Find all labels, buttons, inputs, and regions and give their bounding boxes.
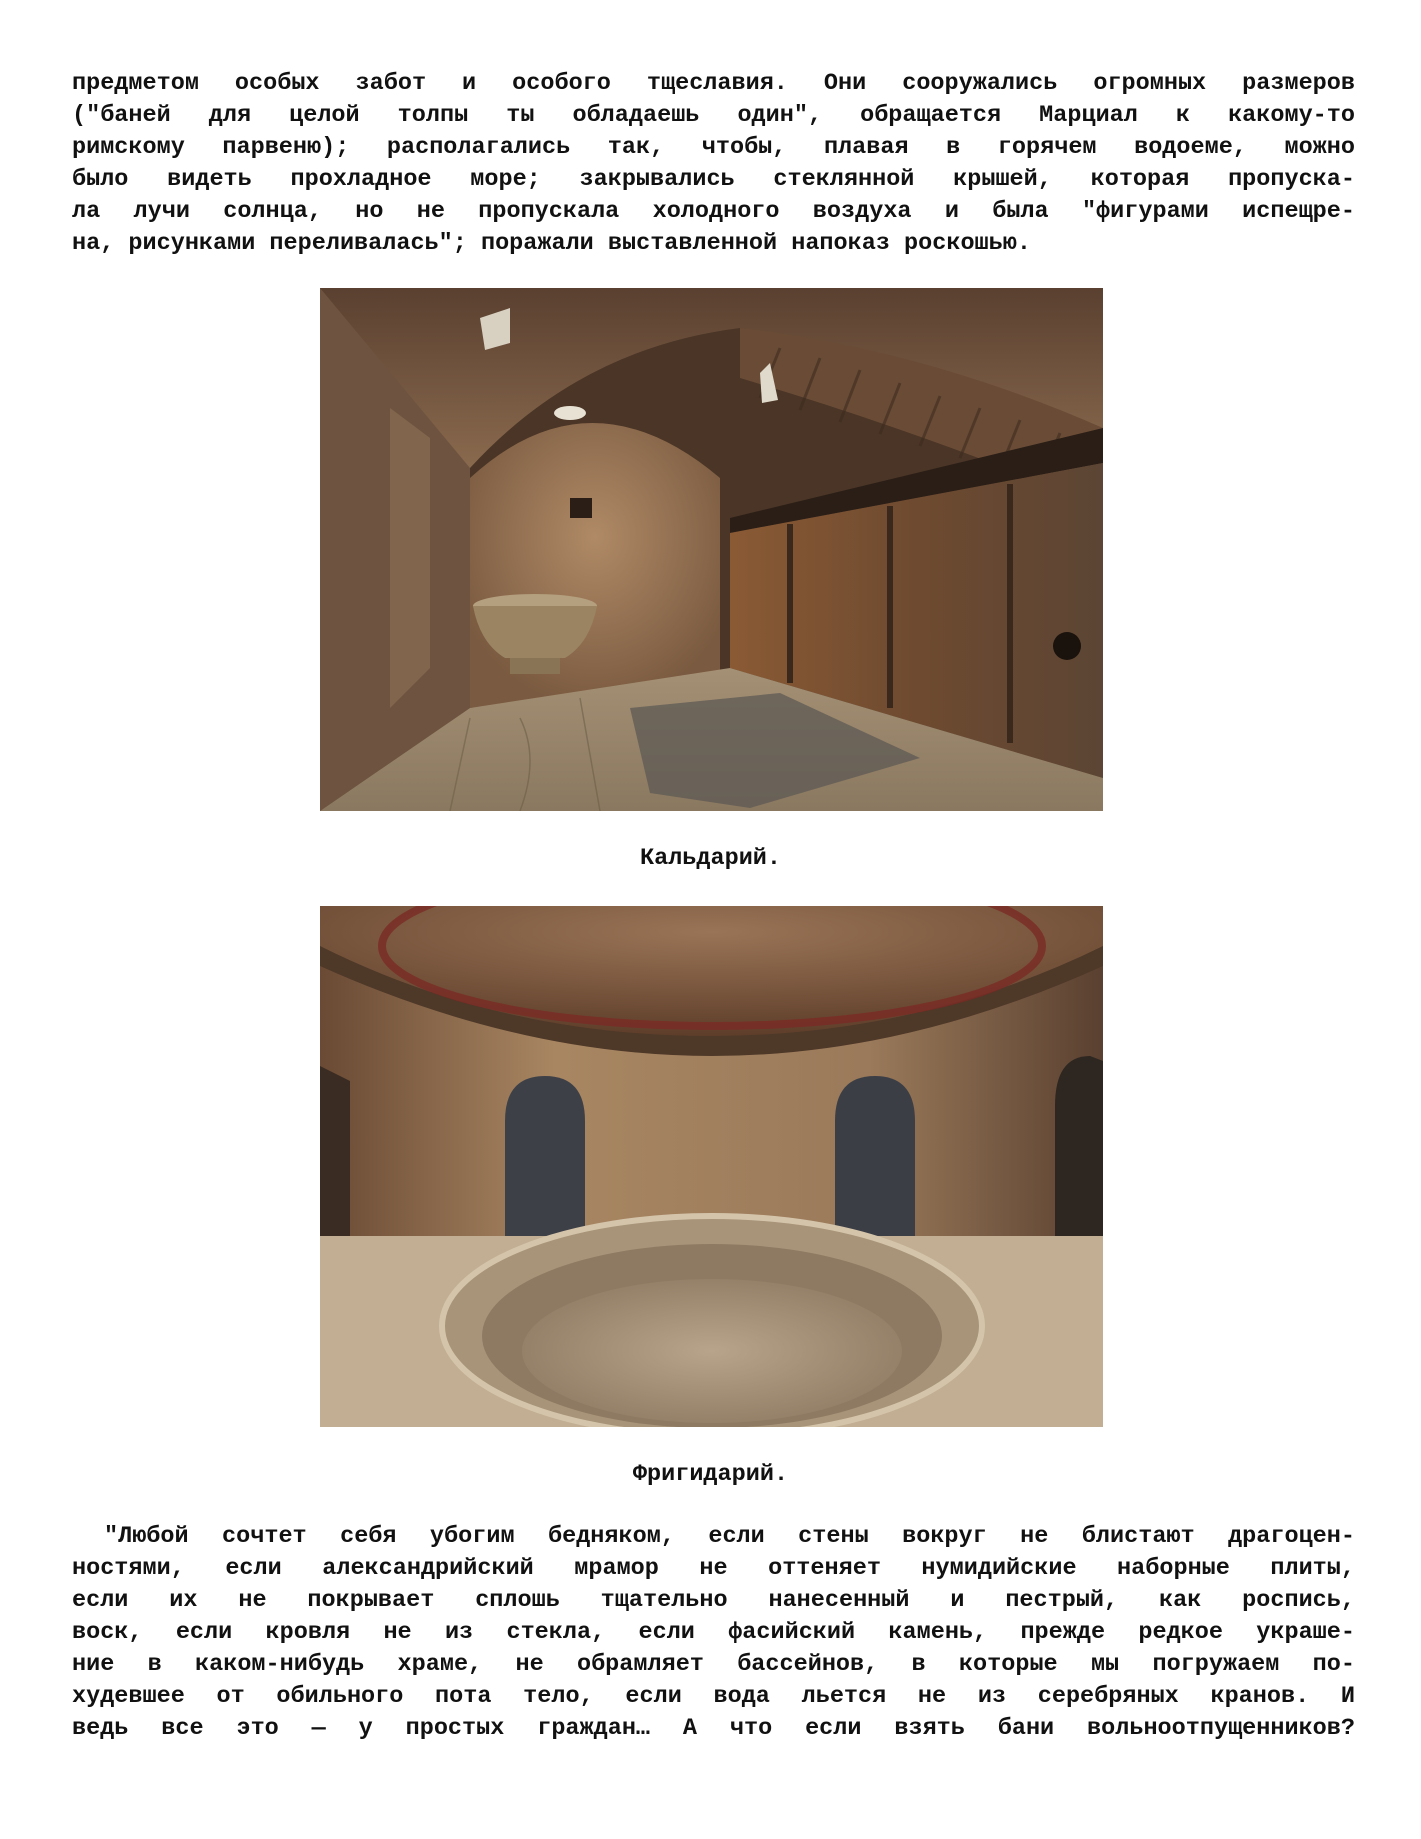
text-line: "Любой сочтет себя убогим бедняком, если стены вокруг не блистают драгоцен- (104, 1523, 1355, 1550)
text-line: если их не покрывает сплошь тщательно нанесенный и пестрый, как роспись, (72, 1587, 1355, 1614)
text-line: худевшее от обильного пота тело, если вода льется не из серебряных кранов. И (72, 1683, 1355, 1710)
text-line: на, рисунками переливалась"; поражали выставленной напоказ роскошью. (72, 230, 1031, 257)
frigidarium-caption: Фригидарий. (632, 1461, 789, 1488)
text-line: римскому парвеню); располагались так, чтобы, плавая в горячем водоеме, можно (72, 134, 1355, 161)
text-line: ("баней для целой толпы ты обладаешь один", обращается Марциал к какому-то (72, 102, 1355, 129)
caldarium-caption: Кальдарий. (639, 845, 782, 872)
text-line: ностями, если александрийский мрамор не оттеняет нумидийские наборные плиты, (72, 1555, 1355, 1582)
text-line: было видеть прохладное море; закрывались стеклянной крышей, которая пропуска- (72, 166, 1355, 193)
text-line: предметом особых забот и особого тщеславия. Они сооружались огромных размеров (72, 70, 1355, 97)
frigidarium-photo (320, 906, 1103, 1427)
text-line: ведь все это — у простых граждан… А что если взять бани вольноотпущенников? (72, 1715, 1355, 1742)
caldarium-photo (320, 288, 1103, 811)
text-line: воск, если кровля не из стекла, если фасийский камень, прежде редкое украше- (72, 1619, 1355, 1646)
text-line: ние в каком-нибудь храме, не обрамляет бассейнов, в которые мы погружаем по- (72, 1651, 1355, 1678)
text-line: ла лучи солнца, но не пропускала холодного воздуха и была "фигурами испещре- (72, 198, 1355, 225)
